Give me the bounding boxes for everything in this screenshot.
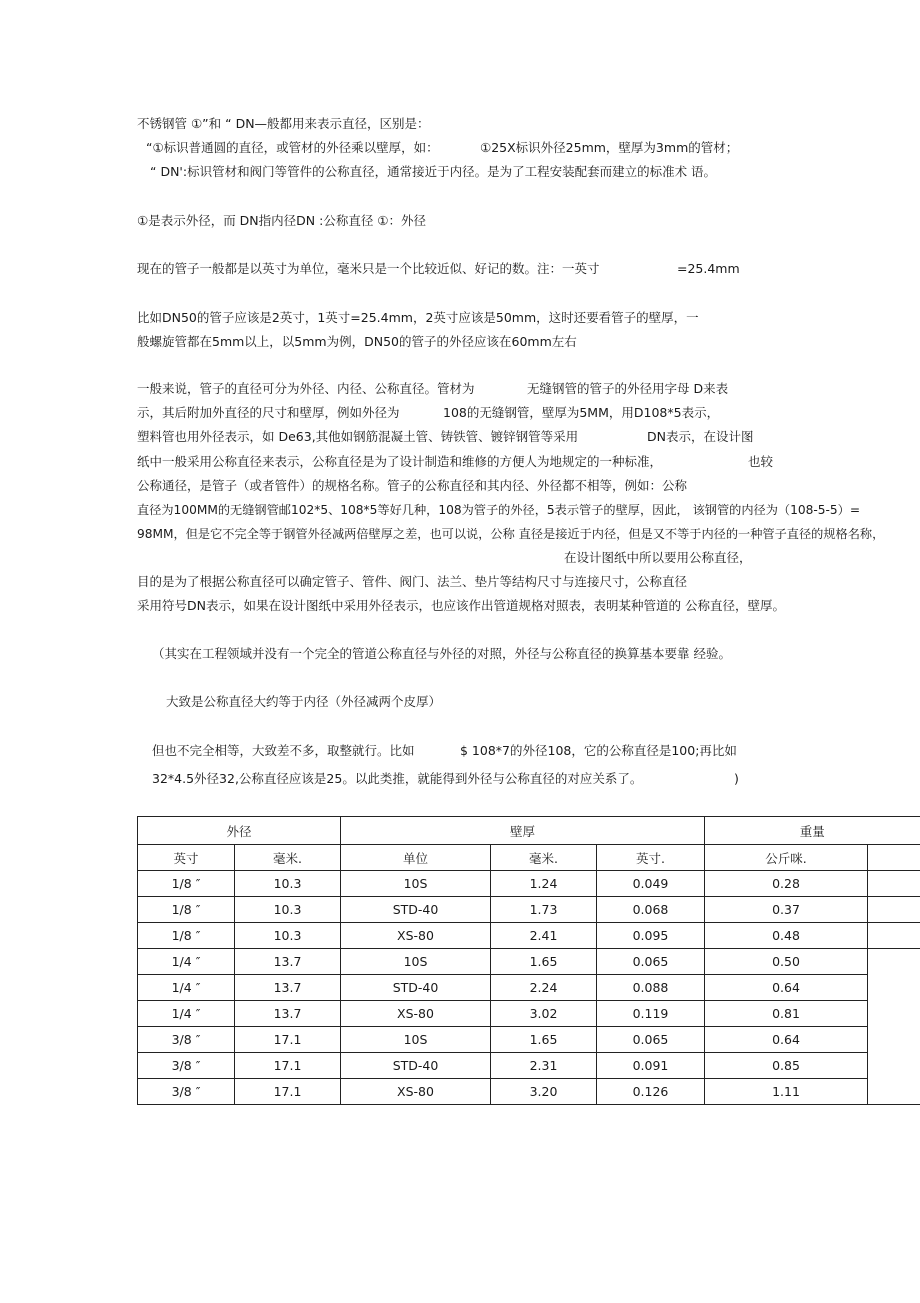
cell-od-mm: 10.3 bbox=[235, 897, 341, 923]
text-line: 示，其后附加外直径的尺寸和壁厚，例如外径为 bbox=[137, 405, 400, 420]
cell-weight-kg: 0.81 bbox=[705, 1001, 868, 1027]
cell-od-mm: 17.1 bbox=[235, 1079, 341, 1105]
text-line: 塑料管也用外径表示，如 De63,其他如钢筋混凝土管、铸铁管、镀锌钢管等采用 bbox=[137, 429, 579, 444]
cell-weight-kg: 0.50 bbox=[705, 949, 868, 975]
table-row bbox=[138, 975, 920, 1001]
cell-od-inch: 1/4 ″ bbox=[138, 1001, 235, 1027]
text-line: ) bbox=[734, 771, 739, 786]
text-line: ①是表示外径，而 DN指内径DN :公称直径 ①：外径 bbox=[137, 213, 426, 228]
cell-wall-mm: 2.31 bbox=[491, 1053, 597, 1079]
cell-wall-mm: 1.65 bbox=[491, 1027, 597, 1053]
header-wall-thickness: 壁厚 bbox=[341, 817, 705, 845]
cell-blank bbox=[868, 923, 920, 949]
cell-od-inch: 1/8 ″ bbox=[138, 897, 235, 923]
cell-blank-merged bbox=[868, 949, 920, 1105]
subheader-od-mm: 毫米. bbox=[235, 845, 341, 871]
text-line: 32*4.5外径32,公称直径应该是25。以此类推，就能得到外径与公称直径的对应关系了。 bbox=[152, 771, 643, 786]
text-line: =25.4mm bbox=[677, 261, 740, 276]
text-line: $ 108*7的外径108，它的公称直径是100;再比如 bbox=[460, 743, 737, 758]
text-line: 在设计图纸中所以要用公称直径， bbox=[564, 550, 752, 565]
cell-od-mm: 10.3 bbox=[235, 871, 341, 897]
text-line: 无缝钢管的管子的外径用字母 D来表 bbox=[527, 381, 729, 396]
text-line: （其实在工程领域并没有一个完全的管道公称直径与外径的对照，外径与公称直径的换算基本要靠 经验。 bbox=[152, 646, 731, 661]
pipe-spec-table bbox=[137, 816, 920, 1105]
header-weight: 重量 bbox=[705, 817, 920, 845]
text-line: 纸中一般采用公称直径来表示，公称直径是为了设计制造和维修的方便人为地规定的一种标准， bbox=[137, 454, 663, 469]
subheader-wall-inch: 英寸. bbox=[597, 845, 705, 871]
cell-wall-mm: 2.24 bbox=[491, 975, 597, 1001]
cell-od-mm: 13.7 bbox=[235, 949, 341, 975]
text-line: 公称通径，是管子（或者管件）的规格名称。管子的公称直径和其内径、外径都不相等，例如：公称 bbox=[137, 478, 688, 493]
table-row bbox=[138, 871, 920, 897]
cell-weight-kg: 0.64 bbox=[705, 1027, 868, 1053]
cell-wall-mm: 1.24 bbox=[491, 871, 597, 897]
text-line: “①标识普通圆的直径，或管材的外径乘以壁厚，如： bbox=[146, 140, 439, 155]
text-line: 不锈钢管 ①”和 “ DN—般都用来表示直径，区别是： bbox=[137, 116, 430, 131]
cell-schedule: 10S bbox=[341, 871, 491, 897]
text-line: 直径为100MM的无缝钢管邮102*5、108*5等好几种，108为管子的外径，5表示管子的壁厚，因此， 该钢管的内径为（108-5-5）= bbox=[137, 503, 861, 517]
table-group-header-row bbox=[138, 817, 920, 845]
cell-od-inch: 1/4 ″ bbox=[138, 949, 235, 975]
cell-schedule: 10S bbox=[341, 1027, 491, 1053]
cell-wall-mm: 1.73 bbox=[491, 897, 597, 923]
cell-weight-kg: 0.28 bbox=[705, 871, 868, 897]
text-line: 一般来说，管子的直径可分为外径、内径、公称直径。管材为 bbox=[137, 381, 475, 396]
subheader-blank bbox=[868, 845, 920, 871]
table-row bbox=[138, 1027, 920, 1053]
cell-weight-kg: 0.85 bbox=[705, 1053, 868, 1079]
text-line: 般螺旋管都在5mm以上，以5mm为例，DN50的管子的外径应该在60mm左右 bbox=[137, 334, 577, 349]
cell-wall-inch: 0.065 bbox=[597, 949, 705, 975]
text-line: 也较 bbox=[748, 454, 774, 469]
text-line: 但也不完全相等，大致差不多，取整就行。比如 bbox=[152, 743, 415, 758]
text-line: 目的是为了根据公称直径可以确定管子、管件、阀门、法兰、垫片等结构尺寸与连接尺寸，公称直径 bbox=[137, 574, 688, 589]
cell-wall-inch: 0.049 bbox=[597, 871, 705, 897]
cell-wall-inch: 0.065 bbox=[597, 1027, 705, 1053]
cell-od-inch: 3/8 ″ bbox=[138, 1027, 235, 1053]
cell-wall-mm: 2.41 bbox=[491, 923, 597, 949]
cell-od-inch: 3/8 ″ bbox=[138, 1053, 235, 1079]
text-line: 大致是公称直径大约等于内径（外径减两个皮厚） bbox=[166, 694, 442, 709]
cell-schedule: XS-80 bbox=[341, 1001, 491, 1027]
cell-weight-kg: 0.64 bbox=[705, 975, 868, 1001]
cell-weight-kg: 0.37 bbox=[705, 897, 868, 923]
subheader-schedule: 单位 bbox=[341, 845, 491, 871]
cell-wall-inch: 0.119 bbox=[597, 1001, 705, 1027]
table-sub-header-row bbox=[138, 845, 920, 871]
cell-od-mm: 13.7 bbox=[235, 1001, 341, 1027]
cell-wall-mm: 3.20 bbox=[491, 1079, 597, 1105]
cell-schedule: STD-40 bbox=[341, 1053, 491, 1079]
table-row bbox=[138, 1053, 920, 1079]
cell-od-inch: 1/8 ″ bbox=[138, 923, 235, 949]
cell-wall-inch: 0.091 bbox=[597, 1053, 705, 1079]
cell-od-mm: 17.1 bbox=[235, 1027, 341, 1053]
cell-wall-inch: 0.088 bbox=[597, 975, 705, 1001]
cell-weight-kg: 1.11 bbox=[705, 1079, 868, 1105]
cell-schedule: STD-40 bbox=[341, 897, 491, 923]
table-row bbox=[138, 1079, 920, 1105]
cell-blank bbox=[868, 897, 920, 923]
cell-blank bbox=[868, 871, 920, 897]
cell-wall-mm: 1.65 bbox=[491, 949, 597, 975]
cell-wall-inch: 0.068 bbox=[597, 897, 705, 923]
cell-schedule: STD-40 bbox=[341, 975, 491, 1001]
subheader-weight-kg: 公斤咪. bbox=[705, 845, 868, 871]
cell-od-inch: 1/4 ″ bbox=[138, 975, 235, 1001]
cell-schedule: 10S bbox=[341, 949, 491, 975]
text-line: 比如DN50的管子应该是2英寸，1英寸=25.4mm，2英寸应该是50mm，这时还要看管子的壁厚，一 bbox=[137, 310, 699, 325]
cell-wall-inch: 0.126 bbox=[597, 1079, 705, 1105]
subheader-od-inch: 英寸 bbox=[138, 845, 235, 871]
table-row bbox=[138, 923, 920, 949]
cell-od-inch: 3/8 ″ bbox=[138, 1079, 235, 1105]
text-line: 98MM，但是它不完全等于钢管外径减两倍壁厚之差，也可以说，公称 直径是接近于内径，但是又不等于内径的一种管子直径的规格名称， bbox=[137, 527, 885, 541]
table-row bbox=[138, 949, 920, 975]
cell-schedule: XS-80 bbox=[341, 1079, 491, 1105]
cell-od-inch: 1/8 ″ bbox=[138, 871, 235, 897]
header-outer-diameter: 外径 bbox=[138, 817, 341, 845]
text-line: 现在的管子一般都是以英寸为单位，毫米只是一个比较近似、好记的数。注：一英寸 bbox=[137, 261, 600, 276]
cell-od-mm: 10.3 bbox=[235, 923, 341, 949]
cell-schedule: XS-80 bbox=[341, 923, 491, 949]
text-line: DN表示，在设计图 bbox=[647, 429, 754, 444]
text-line: ①25Ⅹ标识外径25mm，壁厚为3mm的管材； bbox=[480, 140, 739, 155]
cell-weight-kg: 0.48 bbox=[705, 923, 868, 949]
table-row bbox=[138, 897, 920, 923]
subheader-wall-mm: 毫米. bbox=[491, 845, 597, 871]
cell-od-mm: 13.7 bbox=[235, 975, 341, 1001]
table-row bbox=[138, 1001, 920, 1027]
text-line: 采用符号DN表示，如果在设计图纸中采用外径表示，也应该作出管道规格对照表，表明某种管道的 公称直径，壁厚。 bbox=[137, 598, 785, 613]
text-line: “ DN':标识管材和阀门等管件的公称直径，通常接近于内径。是为了工程安装配套而建立的标准术 语。 bbox=[150, 164, 717, 179]
cell-wall-mm: 3.02 bbox=[491, 1001, 597, 1027]
cell-wall-inch: 0.095 bbox=[597, 923, 705, 949]
text-line: 108的无缝钢管，壁厚为5MM，用D108*5表示， bbox=[443, 405, 720, 420]
cell-od-mm: 17.1 bbox=[235, 1053, 341, 1079]
